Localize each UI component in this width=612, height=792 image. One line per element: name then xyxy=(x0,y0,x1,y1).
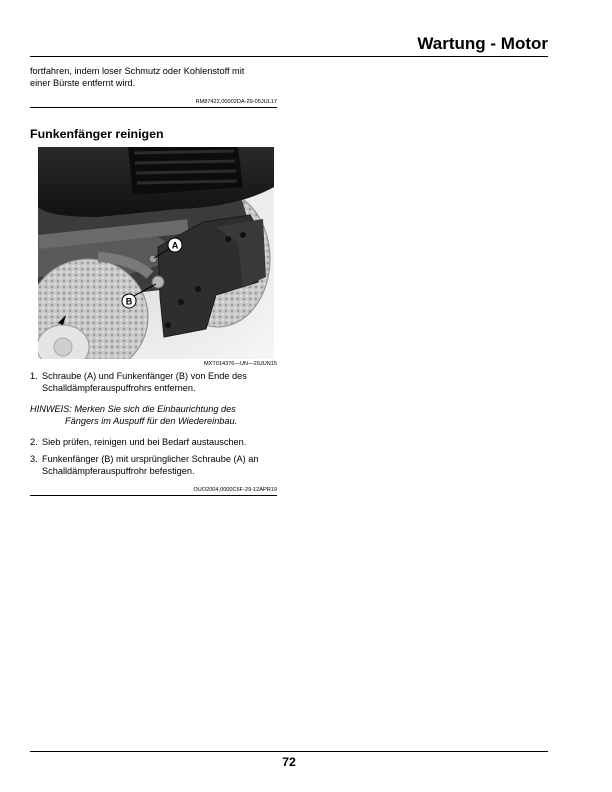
step-2 xyxy=(30,436,277,448)
page-title: Wartung - Motor xyxy=(417,34,548,53)
note-line-1: HINWEIS: Merken Sie sich die Einbaurichtung des xyxy=(30,404,236,414)
spark-arrestor-photo xyxy=(38,147,274,359)
note-line-2: Fängers im Auspuff für den Wiedereinbau. xyxy=(65,416,238,426)
intro-line-2: einer Bürste entfernt wird. xyxy=(30,78,136,88)
step-3-line-2: Schalldämpferauspuffrohr befestigen. xyxy=(42,466,195,476)
step-3-number: 3. xyxy=(30,454,38,464)
intro-block xyxy=(30,65,277,108)
page-number: 72 xyxy=(282,755,296,769)
section-title: Funkenfänger reinigen xyxy=(30,127,164,141)
step-1 xyxy=(30,370,277,394)
step-1-line-1: Schraube (A) und Funkenfänger (B) von Ende des xyxy=(42,371,247,381)
intro-reference-code: RM87422,00002DA-29-05JUL17 xyxy=(195,99,277,105)
step-2-line-1: Sieb prüfen, reinigen und bei Bedarf austauschen. xyxy=(42,437,247,447)
note-hinweis xyxy=(30,403,277,427)
figure-caption: MXT014376—UN—29JUN15 xyxy=(203,361,277,367)
section-reference-code: OUO2004,0000C6F-29-12APR19 xyxy=(193,487,277,493)
step-3 xyxy=(30,453,277,477)
step-3-line-1: Funkenfänger (B) mit ursprünglicher Schraube (A) an xyxy=(42,454,259,464)
callout-b: B xyxy=(125,296,133,307)
step-2-number: 2. xyxy=(30,437,38,447)
step-1-number: 1. xyxy=(30,371,38,381)
tractor-illustration xyxy=(38,147,274,359)
callout-a: A xyxy=(171,240,179,251)
intro-divider xyxy=(30,107,277,108)
step-1-line-2: Schalldämpferauspuffrohrs entfernen. xyxy=(42,383,196,393)
intro-line-1: fortfahren, indem loser Schmutz oder Kohlenstoff mit xyxy=(30,66,245,76)
header-divider xyxy=(30,56,548,57)
footer-divider xyxy=(30,751,548,752)
section-divider xyxy=(30,495,277,496)
steps-block xyxy=(30,370,277,496)
